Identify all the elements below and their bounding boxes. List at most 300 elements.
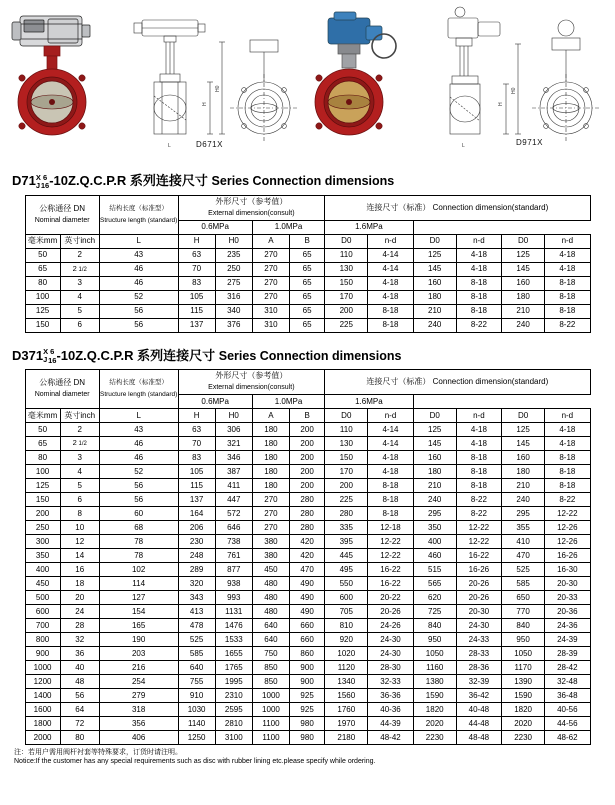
cell-H: 1140 xyxy=(178,717,215,731)
cell-D0-16: 240 xyxy=(502,318,545,332)
cell-dn-inch: 10 xyxy=(60,521,99,535)
header2-nd-16: n-d xyxy=(545,409,590,423)
cell-dn-inch: 6 xyxy=(60,318,99,332)
cell-nd-06: 20-22 xyxy=(368,591,413,605)
table-row xyxy=(25,451,590,465)
cell-nd-10: 12-22 xyxy=(456,521,501,535)
cell-dn-inch: 2 1/2 xyxy=(60,437,99,451)
cell-L: 56 xyxy=(99,493,178,507)
figure-pneumatic-wafer-valve xyxy=(6,6,136,156)
cell-dn-mm: 100 xyxy=(25,290,60,304)
cell-nd-06: 48-42 xyxy=(368,731,413,745)
header2-pressure-10: 1.0MPa xyxy=(252,395,324,409)
cell-H0: 1995 xyxy=(215,675,252,689)
table-row xyxy=(25,248,590,262)
cell-dn-mm: 500 xyxy=(25,591,60,605)
cell-dn-inch: 56 xyxy=(60,689,99,703)
cell-L: 46 xyxy=(99,262,178,276)
cell-B: 420 xyxy=(290,535,325,549)
cell-A: 450 xyxy=(252,563,289,577)
cell-H0: 346 xyxy=(215,451,252,465)
cell-nd-10: 8-22 xyxy=(456,318,501,332)
cell-H: 343 xyxy=(178,591,215,605)
header-nominal-diameter: 公称通径 DN Nominal diameter xyxy=(25,195,99,234)
cell-nd-16: 20-36 xyxy=(545,605,590,619)
cell-D0-06: 280 xyxy=(325,507,368,521)
cell-D0-06: 170 xyxy=(325,465,368,479)
cell-H: 63 xyxy=(178,248,215,262)
cell-B: 980 xyxy=(290,731,325,745)
section-1-code-suffix: -10Z.Q.C.P.R xyxy=(49,173,127,188)
cell-A: 180 xyxy=(252,465,289,479)
header-external-dimension: 外形尺寸（参考值） External dimension(consult) xyxy=(178,195,325,220)
cell-H: 910 xyxy=(178,689,215,703)
cell-H0: 938 xyxy=(215,577,252,591)
cell-D0-16: 295 xyxy=(502,507,545,521)
cell-L: 56 xyxy=(99,479,178,493)
cell-dn-mm: 600 xyxy=(25,605,60,619)
cell-D0-16: 1390 xyxy=(502,675,545,689)
svg-text:H0: H0 xyxy=(511,87,517,94)
table-row xyxy=(25,521,590,535)
header-L: L xyxy=(99,234,178,248)
cell-nd-06: 4-18 xyxy=(368,290,413,304)
table-row xyxy=(25,591,590,605)
cell-H: 1250 xyxy=(178,731,215,745)
cell-L: 190 xyxy=(99,633,178,647)
cell-H0: 1476 xyxy=(215,619,252,633)
header2-connection-dimension: 连接尺寸（标准） Connection dimension(standard) xyxy=(325,370,590,395)
cell-nd-10: 8-18 xyxy=(456,451,501,465)
cell-D0-16: 2230 xyxy=(502,731,545,745)
cell-nd-10: 4-18 xyxy=(456,262,501,276)
cell-nd-06: 4-14 xyxy=(368,437,413,451)
cell-L: 356 xyxy=(99,717,178,731)
cell-nd-06: 8-18 xyxy=(368,507,413,521)
cell-H: 70 xyxy=(178,437,215,451)
header-pressure-10: 1.0MPa xyxy=(252,220,324,234)
header-D0-16: D0 xyxy=(502,234,545,248)
cell-D0-06: 110 xyxy=(325,248,368,262)
header2-A: A xyxy=(252,409,289,423)
cell-B: 900 xyxy=(290,675,325,689)
cell-dn-mm: 400 xyxy=(25,563,60,577)
cell-nd-16: 8-18 xyxy=(545,276,590,290)
cell-A: 1100 xyxy=(252,731,289,745)
table-row xyxy=(25,675,590,689)
table-row xyxy=(25,633,590,647)
cell-nd-16: 4-18 xyxy=(545,262,590,276)
cell-B: 280 xyxy=(290,521,325,535)
cell-nd-10: 8-18 xyxy=(456,290,501,304)
table-row xyxy=(25,563,590,577)
cell-H0: 1765 xyxy=(215,661,252,675)
cell-H0: 738 xyxy=(215,535,252,549)
cell-dn-mm: 900 xyxy=(25,647,60,661)
header-A: A xyxy=(252,234,289,248)
header2-nd-10: n-d xyxy=(456,409,501,423)
cell-B: 470 xyxy=(290,563,325,577)
header2-structure-length: 结构长度（标准型） Structure length (standard) xyxy=(99,370,178,409)
table-row xyxy=(25,717,590,731)
cell-H: 115 xyxy=(178,479,215,493)
header-H: H xyxy=(178,234,215,248)
cell-nd-10: 24-33 xyxy=(456,633,501,647)
cell-nd-06: 8-18 xyxy=(368,493,413,507)
cell-D0-06: 110 xyxy=(325,423,368,437)
cell-dn-mm: 150 xyxy=(25,318,60,332)
cell-D0-10: 950 xyxy=(413,633,456,647)
cell-dn-inch: 32 xyxy=(60,633,99,647)
cell-H0: 1131 xyxy=(215,605,252,619)
cell-H: 320 xyxy=(178,577,215,591)
cell-nd-16: 20-30 xyxy=(545,577,590,591)
cell-dn-mm: 125 xyxy=(25,479,60,493)
cell-dn-mm: 2000 xyxy=(25,731,60,745)
cell-nd-10: 20-26 xyxy=(456,577,501,591)
cell-B: 490 xyxy=(290,577,325,591)
cell-nd-06: 8-18 xyxy=(368,479,413,493)
cell-L: 56 xyxy=(99,304,178,318)
cell-A: 310 xyxy=(252,318,289,332)
cell-B: 200 xyxy=(290,451,325,465)
header-connection-dimension: 连接尺寸（标准） Connection dimension(standard) xyxy=(325,195,590,220)
cell-L: 43 xyxy=(99,423,178,437)
cell-A: 1000 xyxy=(252,689,289,703)
cell-nd-16: 36-48 xyxy=(545,689,590,703)
cell-dn-mm: 200 xyxy=(25,507,60,521)
section-1-title-en: Series Connection dimensions xyxy=(211,174,395,188)
cell-nd-10: 16-26 xyxy=(456,563,501,577)
cell-dn-inch: 3 xyxy=(60,451,99,465)
cell-dn-inch: 8 xyxy=(60,507,99,521)
cell-D0-10: 2020 xyxy=(413,717,456,731)
cell-D0-06: 170 xyxy=(325,290,368,304)
cell-H0: 646 xyxy=(215,521,252,535)
cell-nd-16: 8-22 xyxy=(545,318,590,332)
note-cn: 注：若用户需用阀杆衬套等特殊要求，订货时请注明。 xyxy=(14,749,182,756)
cell-nd-10: 20-26 xyxy=(456,591,501,605)
cell-L: 406 xyxy=(99,731,178,745)
cell-H: 1030 xyxy=(178,703,215,717)
table-row xyxy=(25,290,590,304)
cell-H0: 340 xyxy=(215,304,252,318)
cell-B: 925 xyxy=(290,689,325,703)
cell-A: 270 xyxy=(252,248,289,262)
cell-nd-06: 40-36 xyxy=(368,703,413,717)
cell-D0-06: 225 xyxy=(325,493,368,507)
cell-A: 270 xyxy=(252,262,289,276)
cell-D0-16: 650 xyxy=(502,591,545,605)
cell-nd-10: 8-22 xyxy=(456,507,501,521)
cell-D0-16: 210 xyxy=(502,304,545,318)
cell-H: 640 xyxy=(178,661,215,675)
cell-nd-16: 4-18 xyxy=(545,437,590,451)
cell-A: 480 xyxy=(252,577,289,591)
cell-D0-10: 400 xyxy=(413,535,456,549)
header2-D0-10: D0 xyxy=(413,409,456,423)
cell-D0-10: 210 xyxy=(413,479,456,493)
header-nd-16: n-d xyxy=(545,234,590,248)
cell-H0: 1655 xyxy=(215,647,252,661)
cell-dn-inch: 2 1/2 xyxy=(60,262,99,276)
cell-dn-mm: 1200 xyxy=(25,675,60,689)
header-dn-inch: 英寸inch xyxy=(60,234,99,248)
cell-D0-16: 145 xyxy=(502,262,545,276)
cell-A: 270 xyxy=(252,521,289,535)
cell-H: 585 xyxy=(178,647,215,661)
cell-L: 203 xyxy=(99,647,178,661)
cell-dn-mm: 65 xyxy=(25,262,60,276)
cell-H: 478 xyxy=(178,619,215,633)
cell-D0-06: 920 xyxy=(325,633,368,647)
header2-nominal-diameter: 公称通径 DN Nominal diameter xyxy=(25,370,99,409)
cell-H: 164 xyxy=(178,507,215,521)
cell-dn-inch: 28 xyxy=(60,619,99,633)
svg-text:H: H xyxy=(498,102,504,106)
cell-nd-16: 12-26 xyxy=(545,521,590,535)
cell-nd-16: 28-42 xyxy=(545,661,590,675)
cell-H0: 376 xyxy=(215,318,252,332)
cell-dn-inch: 40 xyxy=(60,661,99,675)
cell-nd-10: 24-30 xyxy=(456,619,501,633)
cell-H0: 447 xyxy=(215,493,252,507)
cell-B: 65 xyxy=(290,290,325,304)
cell-H: 206 xyxy=(178,521,215,535)
cell-B: 420 xyxy=(290,549,325,563)
section-2-code-subsup: X J xyxy=(43,347,49,365)
cell-D0-10: 125 xyxy=(413,423,456,437)
cell-D0-16: 160 xyxy=(502,276,545,290)
cell-B: 65 xyxy=(290,304,325,318)
cell-nd-06: 12-22 xyxy=(368,535,413,549)
cell-nd-06: 16-22 xyxy=(368,563,413,577)
cell-nd-06: 32-33 xyxy=(368,675,413,689)
figure-electric-wafer-valve xyxy=(300,6,430,156)
table-1-body xyxy=(25,248,590,332)
cell-L: 279 xyxy=(99,689,178,703)
cell-D0-10: 1820 xyxy=(413,703,456,717)
cell-L: 46 xyxy=(99,276,178,290)
header-B: B xyxy=(290,234,325,248)
table-row xyxy=(25,304,590,318)
header2-pressure-16: 1.6MPa xyxy=(325,395,413,409)
table-2-wrapper xyxy=(0,369,615,745)
svg-text:H: H xyxy=(202,102,208,106)
cell-A: 270 xyxy=(252,493,289,507)
cell-D0-16: 145 xyxy=(502,437,545,451)
cell-D0-06: 1560 xyxy=(325,689,368,703)
cell-dn-mm: 65 xyxy=(25,437,60,451)
cell-L: 165 xyxy=(99,619,178,633)
cell-dn-inch: 2 xyxy=(60,248,99,262)
cell-L: 52 xyxy=(99,290,178,304)
figure-caption-d971x: D971X xyxy=(516,138,543,147)
cell-nd-16: 28-39 xyxy=(545,647,590,661)
cell-nd-10: 8-18 xyxy=(456,276,501,290)
cell-nd-06: 8-18 xyxy=(368,318,413,332)
header2-D0-06: D0 xyxy=(325,409,368,423)
section-2-heading xyxy=(12,345,615,366)
section-2-title-en: Series Connection dimensions xyxy=(218,348,402,363)
cell-D0-10: 1160 xyxy=(413,661,456,675)
cell-dn-inch: 12 xyxy=(60,535,99,549)
section-1-code-prefix: D71 xyxy=(12,173,36,188)
cell-dn-inch: 5 xyxy=(60,304,99,318)
cell-D0-06: 600 xyxy=(325,591,368,605)
cell-H0: 316 xyxy=(215,290,252,304)
header2-B: B xyxy=(290,409,325,423)
cell-nd-06: 44-39 xyxy=(368,717,413,731)
cell-D0-06: 495 xyxy=(325,563,368,577)
cell-dn-inch: 36 xyxy=(60,647,99,661)
cell-D0-10: 565 xyxy=(413,577,456,591)
cell-H0: 572 xyxy=(215,507,252,521)
cell-A: 480 xyxy=(252,605,289,619)
cell-nd-16: 12-26 xyxy=(545,535,590,549)
header-nd-10: n-d xyxy=(456,234,501,248)
table-row xyxy=(25,647,590,661)
cell-D0-06: 130 xyxy=(325,262,368,276)
cell-dn-mm: 1800 xyxy=(25,717,60,731)
cell-A: 180 xyxy=(252,479,289,493)
cell-D0-16: 840 xyxy=(502,619,545,633)
cell-D0-16: 2020 xyxy=(502,717,545,731)
table-row xyxy=(25,318,590,332)
cell-H0: 250 xyxy=(215,262,252,276)
cell-dn-mm: 125 xyxy=(25,304,60,318)
cell-nd-10: 4-18 xyxy=(456,437,501,451)
table-row xyxy=(25,465,590,479)
table-row xyxy=(25,262,590,276)
cell-nd-06: 4-14 xyxy=(368,423,413,437)
cell-H0: 993 xyxy=(215,591,252,605)
cell-D0-06: 705 xyxy=(325,605,368,619)
cell-dn-mm: 350 xyxy=(25,549,60,563)
cell-nd-06: 36-36 xyxy=(368,689,413,703)
cell-L: 46 xyxy=(99,451,178,465)
cell-nd-10: 28-33 xyxy=(456,647,501,661)
cell-D0-06: 225 xyxy=(325,318,368,332)
header2-dn-inch: 英寸inch xyxy=(60,409,99,423)
cell-nd-06: 24-30 xyxy=(368,633,413,647)
cell-D0-06: 335 xyxy=(325,521,368,535)
cell-H0: 2310 xyxy=(215,689,252,703)
cell-D0-16: 1050 xyxy=(502,647,545,661)
cell-H0: 761 xyxy=(215,549,252,563)
cell-D0-16: 125 xyxy=(502,248,545,262)
svg-text:H0: H0 xyxy=(215,85,221,92)
cell-H: 289 xyxy=(178,563,215,577)
cell-D0-16: 770 xyxy=(502,605,545,619)
header-D0-06: D0 xyxy=(325,234,368,248)
cell-D0-16: 1590 xyxy=(502,689,545,703)
cell-B: 860 xyxy=(290,647,325,661)
cell-H: 70 xyxy=(178,262,215,276)
header2-external-dimension: 外形尺寸（参考值） External dimension(consult) xyxy=(178,370,325,395)
cell-nd-16: 8-18 xyxy=(545,304,590,318)
table-row xyxy=(25,577,590,591)
cell-nd-06: 20-26 xyxy=(368,605,413,619)
cell-nd-06: 8-18 xyxy=(368,304,413,318)
cell-D0-06: 550 xyxy=(325,577,368,591)
cell-H0: 387 xyxy=(215,465,252,479)
cell-B: 660 xyxy=(290,619,325,633)
cell-L: 68 xyxy=(99,521,178,535)
figure-caption-d671x: D671X xyxy=(196,140,223,149)
cell-D0-10: 125 xyxy=(413,248,456,262)
cell-nd-10: 28-36 xyxy=(456,661,501,675)
table2-header-row-3 xyxy=(25,409,590,423)
table-row xyxy=(25,437,590,451)
cell-dn-mm: 250 xyxy=(25,521,60,535)
figures-band xyxy=(0,0,615,160)
cell-D0-06: 1120 xyxy=(325,661,368,675)
cell-B: 900 xyxy=(290,661,325,675)
cell-D0-16: 525 xyxy=(502,563,545,577)
cell-A: 270 xyxy=(252,290,289,304)
cell-B: 200 xyxy=(290,437,325,451)
cell-B: 280 xyxy=(290,493,325,507)
cell-B: 200 xyxy=(290,479,325,493)
cell-H: 137 xyxy=(178,318,215,332)
cell-nd-10: 8-18 xyxy=(456,465,501,479)
cell-dn-inch: 6 xyxy=(60,493,99,507)
cell-L: 114 xyxy=(99,577,178,591)
cell-A: 850 xyxy=(252,675,289,689)
cell-nd-16: 8-18 xyxy=(545,290,590,304)
table-row xyxy=(25,605,590,619)
cell-nd-16: 48-62 xyxy=(545,731,590,745)
cell-H: 105 xyxy=(178,290,215,304)
cell-D0-16: 1170 xyxy=(502,661,545,675)
cell-dn-inch: 3 xyxy=(60,276,99,290)
cell-B: 200 xyxy=(290,423,325,437)
table-row xyxy=(25,619,590,633)
cell-D0-10: 2230 xyxy=(413,731,456,745)
cell-H: 63 xyxy=(178,423,215,437)
cell-H0: 411 xyxy=(215,479,252,493)
cell-nd-06: 24-30 xyxy=(368,647,413,661)
cell-nd-10: 16-22 xyxy=(456,549,501,563)
cell-nd-16: 8-18 xyxy=(545,451,590,465)
cell-nd-16: 12-22 xyxy=(545,507,590,521)
header-D0-10: D0 xyxy=(413,234,456,248)
header2-dn-mm: 毫米mm xyxy=(25,409,60,423)
header-H0: H0 xyxy=(215,234,252,248)
table2-header-row-1 xyxy=(25,370,590,395)
cell-D0-16: 410 xyxy=(502,535,545,549)
cell-D0-16: 180 xyxy=(502,465,545,479)
cell-nd-16: 44-56 xyxy=(545,717,590,731)
cell-nd-06: 4-14 xyxy=(368,248,413,262)
header2-L: L xyxy=(99,409,178,423)
cell-nd-06: 4-18 xyxy=(368,465,413,479)
cell-D0-06: 130 xyxy=(325,437,368,451)
cell-L: 52 xyxy=(99,465,178,479)
cell-B: 490 xyxy=(290,605,325,619)
header2-pressure-06: 0.6MPa xyxy=(178,395,252,409)
header-pressure-16: 1.6MPa xyxy=(325,220,413,234)
cell-nd-16: 24-39 xyxy=(545,633,590,647)
table-row xyxy=(25,535,590,549)
cell-H0: 235 xyxy=(215,248,252,262)
cell-H0: 306 xyxy=(215,423,252,437)
note-en: Notice:If the customer has any special requirements such as disc with rubber lining etc.please specify while ordering. xyxy=(14,758,376,765)
section-1-code-subsup: X J xyxy=(35,172,41,190)
cell-B: 65 xyxy=(290,276,325,290)
cell-dn-inch: 16 xyxy=(60,563,99,577)
